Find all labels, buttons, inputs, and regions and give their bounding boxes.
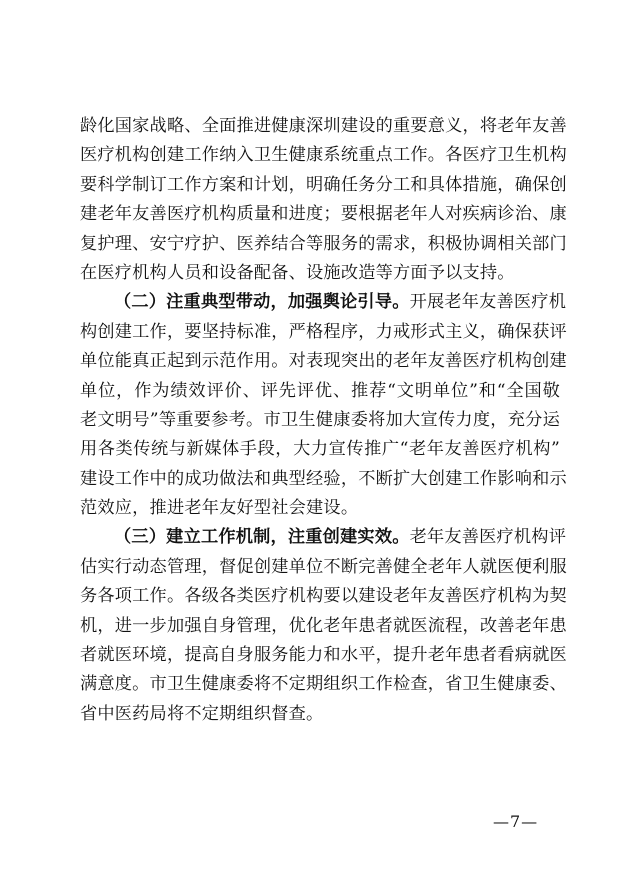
page-number: —7—: [493, 812, 539, 831]
body-text: [80, 112, 567, 729]
text-line: 估实行动态管理，督促创建单位不断完善健全老年人就医便利服: [80, 556, 567, 577]
section-heading: （三）建立工作机制，注重创建实效。: [114, 527, 410, 548]
text-line: 机，进一步加强自身管理，优化老年患者就医流程，改善老年患: [80, 615, 567, 636]
text-line: 务各项工作。各级各类医疗机构要以建设老年友善医疗机构为契: [80, 586, 567, 607]
text-line: 用各类传统与新媒体手段，大力宣传推广“老年友善医疗机构”: [80, 439, 560, 460]
section-heading: （二）注重典型带动，加强舆论引导。: [114, 292, 410, 313]
text-line: 要科学制订工作方案和计划，明确任务分工和具体措施，确保创: [80, 174, 567, 195]
text-line: 构创建工作，要坚持标准，严格程序，力戒形式主义，确保获评: [80, 321, 567, 342]
paragraph-first-line: [80, 523, 567, 552]
text-run: 老年友善医疗机构评: [409, 527, 567, 548]
text-line: 范效应，推进老年友好型社会建设。: [80, 498, 359, 519]
text-line: 建设工作中的成功做法和典型经验，不断扩大创建工作影响和示: [80, 468, 567, 489]
text-line: 建老年友善医疗机构质量和进度；要根据老年人对疾病诊治、康: [80, 204, 567, 225]
text-line: 在医疗机构人员和设备配备、设施改造等方面予以支持。: [80, 262, 515, 283]
text-line: 龄化国家战略、全面推进健康深圳建设的重要意义，将老年友善: [80, 116, 567, 136]
text-line: 医疗机构创建工作纳入卫生健康系统重点工作。各医疗卫生机构: [80, 145, 567, 166]
text-line: 单位能真正起到示范作用。对表现突出的老年友善医疗机构创建: [80, 351, 567, 372]
text-line: 者就医环境，提高自身服务能力和水平，提升老年患者看病就医: [80, 645, 567, 666]
text-run: 开展老年友善医疗机: [409, 292, 567, 313]
text-line: 复护理、安宁疗护、医养结合等服务的需求，积极协调相关部门: [80, 233, 567, 254]
text-line: 满意度。市卫生健康委将不定期组织工作检查，省卫生健康委、: [80, 674, 567, 695]
text-line: 省中医药局将不定期组织督查。: [80, 703, 324, 724]
text-line: 单位，作为绩效评价、评先评优、推荐“文明单位”和“全国敬: [80, 380, 560, 401]
paragraph-first-line: [80, 288, 567, 317]
text-line: 老文明号”等重要参考。市卫生健康委将加大宣传力度，充分运: [80, 409, 560, 430]
